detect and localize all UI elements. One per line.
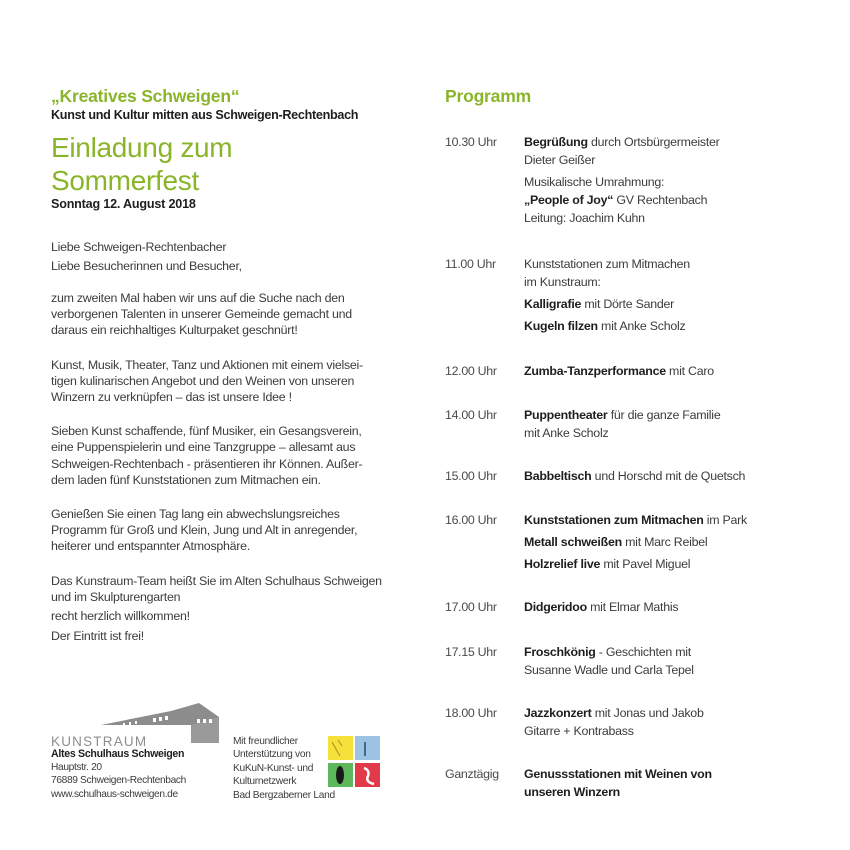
schedule-highlight: Kugeln filzen — [524, 319, 598, 333]
schedule-highlight: Didgeridoo — [524, 600, 587, 614]
schedule-entry — [445, 255, 815, 335]
schedule-list — [445, 133, 815, 801]
schedule-line — [524, 783, 815, 801]
schedule-line — [524, 467, 815, 485]
schedule-entry — [445, 598, 815, 616]
venue-name: Altes Schulhaus Schweigen — [51, 748, 185, 760]
schedule-time: 15.00 Uhr — [445, 469, 497, 483]
mask-icon — [328, 736, 380, 788]
schedule-detail: mit Anke Scholz — [524, 426, 609, 440]
schedule-detail: mit Jonas und Jakob — [591, 706, 704, 720]
schedule-line — [524, 661, 815, 679]
schedule-time: Ganztägig — [445, 767, 499, 781]
paragraph-1 — [51, 290, 426, 339]
schedule-line — [524, 704, 815, 722]
paragraph-line: Schweigen-Rechtenbach - präsentieren ihr Können. Außer- — [51, 456, 363, 471]
schedule-highlight: Genussstationen mit Weinen von — [524, 767, 712, 781]
schedule-line — [524, 133, 815, 151]
greeting-line-1: Liebe Schweigen-Rechtenbacher — [51, 240, 227, 254]
schedule-highlight: Begrüßung — [524, 135, 588, 149]
schedule-highlight: „People of Joy“ — [524, 193, 614, 207]
event-subtitle: Kunst und Kultur mitten aus Schweigen-Rechtenbach — [51, 108, 359, 122]
schedule-time: 18.00 Uhr — [445, 706, 497, 720]
schedule-time: 12.00 Uhr — [445, 364, 497, 378]
schedule-detail: durch Ortsbürgermeister — [587, 135, 720, 149]
schedule-detail: Kunststationen zum Mitmachen — [524, 257, 690, 271]
city-address: 76889 Schweigen-Rechtenbach — [51, 775, 186, 787]
logo-wordmark: KUNSTRAUM — [51, 734, 148, 749]
schedule-description — [524, 765, 815, 801]
website-link[interactable]: www.schulhaus-schweigen.de — [51, 788, 178, 800]
schedule-detail: für die ganze Familie — [607, 408, 721, 422]
event-kicker: „Kreatives Schweigen“ — [51, 86, 240, 106]
schedule-description — [524, 133, 815, 227]
schedule-entry — [445, 362, 815, 380]
title-line-1: Einladung zum — [51, 132, 233, 163]
schedule-detail: GV Rechtenbach — [613, 193, 708, 207]
schedule-highlight: Puppentheater — [524, 408, 608, 422]
paragraph-line: Winzern zu verknüpfen – das ist unsere Idee ! — [51, 390, 292, 405]
schedule-detail: Gitarre + Kontrabass — [524, 724, 634, 738]
greeting — [51, 238, 426, 275]
schedule-line — [524, 643, 815, 661]
schedule-time: 16.00 Uhr — [445, 513, 497, 527]
paragraph-line: Sieben Kunst schaffende, fünf Musiker, ein Gesangsverein, — [51, 424, 362, 439]
schedule-detail: Dieter Geißer — [524, 153, 596, 167]
title-line-2: Sommerfest — [51, 165, 199, 196]
schedule-time: 10.30 Uhr — [445, 135, 497, 149]
schedule-line — [524, 273, 815, 291]
schedule-detail: mit Anke Scholz — [597, 319, 686, 333]
sponsor-line: Kulturnetzwerk — [233, 776, 297, 788]
schedule-line — [524, 191, 815, 209]
schedule-highlight: Froschkönig — [524, 645, 596, 659]
schedule-detail: mit Marc Reibel — [621, 535, 708, 549]
paragraph-line: Kunst, Musik, Theater, Tanz und Aktionen mit einem vielsei- — [51, 357, 363, 372]
schedule-time: 11.00 Uhr — [445, 257, 496, 271]
street-address: Hauptstr. 20 — [51, 762, 102, 773]
paragraph-line: Das Kunstraum-Team heißt Sie im Alten Schulhaus Schweigen — [51, 573, 382, 588]
schedule-highlight: Zumba-Tanzperformance — [524, 364, 666, 378]
schedule-line — [524, 317, 815, 335]
sponsor-line: KuKuN-Kunst- und — [233, 762, 314, 774]
schedule-detail: Susanne Wadle und Carla Tepel — [524, 663, 694, 677]
sponsor-text — [233, 735, 335, 802]
paragraph-2 — [51, 357, 426, 406]
schedule-detail: mit Pavel Miguel — [600, 557, 691, 571]
paragraph-line: tigen kulinarischen Angebot und den Weinen von unseren — [51, 373, 355, 388]
schedule-line — [524, 173, 815, 191]
schedule-detail: Musikalische Umrahmung: — [524, 175, 665, 189]
schedule-line — [524, 511, 815, 529]
event-date: Sonntag 12. August 2018 — [51, 197, 196, 211]
programm-column — [445, 86, 815, 801]
paragraph-line: heiterer und entspannter Atmosphäre. — [51, 539, 251, 554]
paragraph-line: und im Skulpturengarten — [51, 589, 181, 604]
schedule-detail: mit Caro — [665, 364, 714, 378]
schedule-highlight: Kunststationen zum Mitmachen — [524, 513, 704, 527]
schedule-line — [524, 555, 815, 573]
schedule-line — [524, 295, 815, 313]
paragraph-line: zum zweiten Mal haben wir uns auf die Suche nach den — [51, 291, 345, 305]
paragraph-line: verborgenen Talenten in unserer Gemeinde gemacht und — [51, 307, 352, 322]
schedule-entry — [445, 765, 815, 801]
address-lines — [51, 747, 186, 801]
schedule-entry — [445, 133, 815, 227]
schedule-detail: Leitung: Joachim Kuhn — [524, 211, 645, 225]
schedule-highlight: unseren Winzern — [524, 785, 620, 799]
schedule-detail: mit Dörte Sander — [581, 297, 675, 311]
schedule-description — [524, 406, 815, 442]
paragraph-line: dem laden fünf Kunststationen zum Mitmachen ein. — [51, 472, 321, 487]
paragraph-4 — [51, 506, 426, 555]
greeting-line-2: Liebe Besucherinnen und Besucher, — [51, 258, 242, 273]
schedule-entry — [445, 511, 815, 573]
schedule-entry — [445, 467, 815, 485]
paragraph-line: Programm für Groß und Klein, Jung und Alt in anregender, — [51, 523, 358, 538]
schedule-detail: und Horschd mit de Quetsch — [591, 469, 746, 483]
schedule-highlight: Holzrelief live — [524, 557, 601, 571]
schedule-description — [524, 362, 815, 380]
paragraph-line: Genießen Sie einen Tag lang ein abwechslungsreiches — [51, 507, 340, 522]
schedule-line — [524, 722, 815, 740]
schedule-description — [524, 704, 815, 740]
schedule-description — [524, 255, 815, 335]
schedule-time: 14.00 Uhr — [445, 408, 497, 422]
schedule-line — [524, 533, 815, 551]
schedule-detail: im Park — [703, 513, 747, 527]
schedule-line — [524, 255, 815, 273]
schedule-highlight: Jazzkonzert — [524, 706, 592, 720]
schedule-time: 17.00 Uhr — [445, 600, 497, 614]
sponsor-line: Unterstützung von — [233, 749, 311, 761]
admission-line: Der Eintritt ist frei! — [51, 628, 144, 643]
schedule-highlight: Kalligrafie — [524, 297, 582, 311]
schedule-line — [524, 424, 815, 442]
schedule-highlight: Metall schweißen — [524, 535, 622, 549]
schedule-line — [524, 765, 815, 783]
schedule-description — [524, 511, 815, 573]
schedule-line — [524, 362, 815, 380]
paragraph-5 — [51, 573, 426, 646]
sponsor-line: Bad Bergzaberner Land — [233, 789, 335, 801]
schedule-description — [524, 467, 815, 485]
paragraph-line: daraus ein reichhaltiges Kulturpaket geschnürt! — [51, 323, 298, 338]
kukun-logo — [328, 736, 380, 788]
schedule-description — [524, 598, 815, 616]
programm-title: Programm — [445, 86, 531, 106]
schedule-description — [524, 643, 815, 679]
schedule-entry — [445, 406, 815, 442]
schedule-time: 17.15 Uhr — [445, 645, 497, 659]
schedule-highlight: Babbeltisch — [524, 469, 592, 483]
schedule-detail: - Geschichten mit — [595, 645, 691, 659]
schedule-line — [524, 406, 815, 424]
schedule-line — [524, 598, 815, 616]
schedule-line — [524, 151, 815, 169]
schedule-line — [524, 209, 815, 227]
paragraph-3 — [51, 423, 426, 488]
schedule-entry — [445, 704, 815, 740]
schedule-detail: im Kunstraum: — [524, 275, 601, 289]
paragraph-line: eine Puppenspielerin und eine Tanzgruppe – allesamt aus — [51, 440, 356, 455]
invitation-column — [51, 86, 426, 646]
schedule-entry — [445, 643, 815, 679]
sponsor-line: Mit freundlicher — [233, 736, 298, 747]
page-title — [51, 131, 426, 197]
welcome-line: recht herzlich willkommen! — [51, 609, 190, 624]
schedule-detail: mit Elmar Mathis — [586, 600, 679, 614]
